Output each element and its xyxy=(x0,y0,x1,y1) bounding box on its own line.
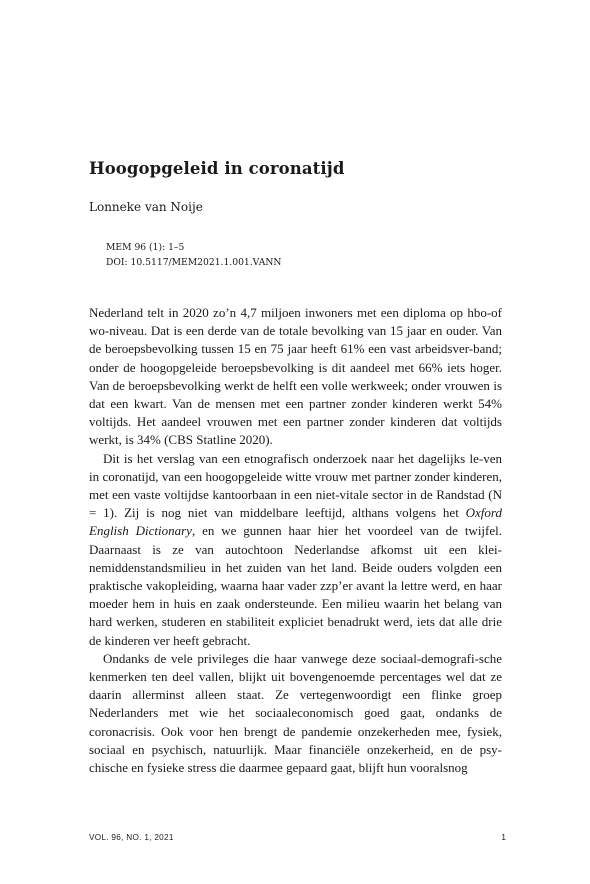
article-body xyxy=(89,304,502,777)
paragraph-3-text: Ondanks de vele privileges die haar vanwege deze sociaal-demografi-sche kenmerken ten deel vallen, blijkt uit bovengenoemde percentages wel dat ze daarin allerminst alleen staat. Ze vertegenwoordigt een flinke groep Nederlanders met wie het sociaaleconomisch goed gaat, ondanks de coronacrisis. Ook voor hen brengt de pandemie onzekerheden mee, fysiek, sociaal en psychisch, natuurlijk. Maar financiële onzekerheid, en de psy-chische en fysieke stress die daarmee gepaard gaat, blijft hun vooralsnog xyxy=(89,650,502,776)
paragraph-3 xyxy=(89,650,502,777)
paragraph-2-text-start: Dit is het verslag van een etnografisch onderzoek naar het dagelijks le-ven in coronatijd, van een hoogopgeleide witte vrouw met partner zonder kinderen, met een vaste voltijdse kantoorbaan in een niet-vitale sector in de Randstad (N = 1). Zij is nog niet van middelbare leeftijd, althans volgens het xyxy=(89,450,502,521)
paragraph-1-text: Nederland telt in 2020 zo’n 4,7 miljoen inwoners met een diploma op hbo-of wo-niveau. Dat is een derde van de totale bevolking van 15 jaar en ouder. Van de beroepsbevolking tussen 15 en 75 jaar heeft 61% een vast arbeidsver-band; onder de hoogopgeleide beroepsbevolking is dit aandeel met 66% iets hoger. Van de beroepsbevolking werkt de helft een volle werkweek; onder vrouwen is dat een kwart. Van de mensen met een partner zonder kinderen werkt 54% voltijds. Het aandeel vrouwen met een partner zonder kinderen dat voltijds werkt, is 34% (CBS Statline 2020). xyxy=(89,305,502,448)
citation: MEM 96 (1): 1–5 xyxy=(106,242,185,253)
dictionary-title: Oxford English Dictionary xyxy=(89,505,502,539)
paragraph-1 xyxy=(89,304,502,450)
footer-volume: VOL. 96, NO. 1, 2021 xyxy=(89,833,174,842)
paragraph-2 xyxy=(89,450,502,650)
doi: DOI: 10.5117/MEM2021.1.001.VANN xyxy=(106,257,282,268)
page-number: 1 xyxy=(501,832,506,842)
paragraph-2-text-end: , en we gunnen haar hier het voordeel van de twijfel. Daarnaast is ze van autochtoon Nederlandse afkomst uit een klei-nemiddenstandsmilieu in het zuiden van het land. Beide ouders volgden een praktische vakopleiding, waarna haar vader zzp’er avant la lettre werd, en haar moeder hem in huis en zaak ondersteunde. Een milieu waarin het belang van hard werken, studeren en stabiliteit expliciet benadrukt werd, iets dat alle drie de kinderen ver heeft gebracht. xyxy=(89,523,503,648)
article-author: Lonneke van Noije xyxy=(89,200,203,214)
article-metadata xyxy=(106,240,506,270)
article-title: Hoogopgeleid in coronatijd xyxy=(89,159,345,178)
